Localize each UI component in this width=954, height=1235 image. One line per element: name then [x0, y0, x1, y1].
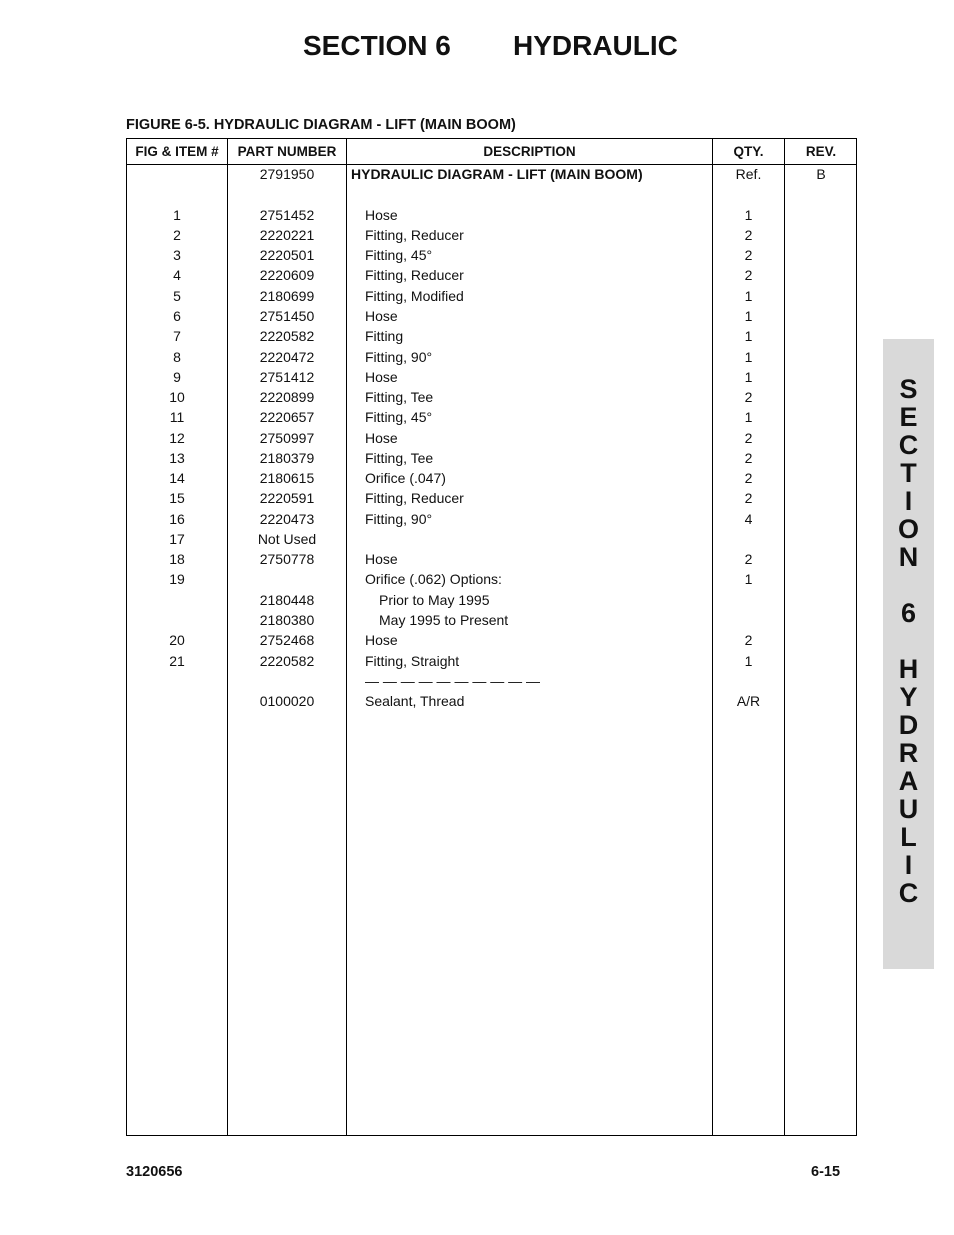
description: Fitting, Straight [365, 653, 460, 669]
item-number: 10 [169, 389, 185, 405]
quantity: 2 [744, 227, 753, 243]
description: Fitting, Reducer [365, 267, 464, 283]
part-number: 2180615 [259, 470, 315, 486]
table-row [127, 551, 858, 571]
quantity: 2 [744, 632, 753, 648]
side-tab-letter: I [904, 850, 913, 880]
description: Fitting, 45° [365, 409, 433, 425]
part-number: 2220657 [259, 409, 315, 425]
table-row [127, 612, 858, 632]
item-number: 3 [173, 247, 181, 263]
side-tab-letter: O [897, 514, 919, 544]
table-row [127, 653, 858, 673]
part-number: 2220609 [259, 267, 315, 283]
table-row [127, 632, 858, 652]
item-number: 6 [173, 308, 181, 324]
description: Sealant, Thread [365, 693, 465, 709]
table-row [127, 450, 858, 470]
item-number: 16 [169, 511, 185, 527]
item-number: 21 [169, 653, 185, 669]
part-number: 0100020 [259, 693, 315, 709]
table-row [127, 571, 858, 591]
description: Fitting, Modified [365, 288, 464, 304]
item-number: 1 [173, 207, 181, 223]
side-tab-letter: U [898, 794, 919, 824]
quantity: 2 [744, 389, 753, 405]
item-number: 8 [173, 349, 181, 365]
quantity: 1 [744, 409, 753, 425]
quantity: 1 [744, 349, 753, 365]
table-row [127, 693, 858, 713]
part-number: 2180380 [259, 612, 315, 628]
table-row [127, 430, 858, 450]
header-part-number: PART NUMBER [237, 144, 337, 159]
side-tab-letter: C [898, 430, 919, 460]
part-number: 2751450 [259, 308, 315, 324]
side-tab-letter: N [898, 542, 919, 572]
doc-number: 3120656 [126, 1164, 183, 1180]
side-tab-letters [883, 375, 934, 907]
description: Fitting [365, 328, 404, 344]
side-tab-letter: A [898, 766, 919, 796]
description: Fitting, Tee [365, 389, 434, 405]
header-divider [127, 164, 856, 165]
description: Fitting, Reducer [365, 227, 464, 243]
quantity: 1 [744, 207, 753, 223]
parts-table [126, 138, 857, 1136]
table-row [127, 207, 858, 227]
table-row [127, 288, 858, 308]
description: Hose [365, 308, 398, 324]
quantity: 2 [744, 490, 753, 506]
side-tab-letter: Y [899, 682, 918, 712]
item-number: 12 [169, 430, 185, 446]
part-number: 2750778 [259, 551, 315, 567]
quantity: 2 [744, 267, 753, 283]
part-number: 2220472 [259, 349, 315, 365]
part-number: 2750997 [259, 430, 315, 446]
part-number: 2180699 [259, 288, 315, 304]
description: Hose [365, 632, 398, 648]
item-number: 5 [173, 288, 181, 304]
quantity: 2 [744, 450, 753, 466]
table-row [127, 247, 858, 267]
side-tab-letter: L [900, 822, 917, 852]
part-number: 2220473 [259, 511, 315, 527]
header-description: DESCRIPTION [483, 144, 576, 159]
side-tab-letter: E [899, 402, 918, 432]
quantity: 2 [744, 470, 753, 486]
description: Fitting, 90° [365, 511, 433, 527]
description: Prior to May 1995 [379, 592, 490, 608]
table-row [127, 308, 858, 328]
quantity: 1 [744, 653, 753, 669]
description: Hose [365, 430, 398, 446]
description: Hose [365, 207, 398, 223]
quantity: A/R [736, 693, 761, 709]
item-number: 20 [169, 632, 185, 648]
item-number: 14 [169, 470, 185, 486]
table-row [127, 592, 858, 612]
description: HYDRAULIC DIAGRAM - LIFT (MAIN BOOM) [351, 166, 643, 182]
item-number: 2 [173, 227, 181, 243]
quantity: 2 [744, 247, 753, 263]
section-side-tab [883, 339, 934, 969]
part-number: Not Used [257, 531, 317, 547]
part-number: 2220582 [259, 653, 315, 669]
item-number: 19 [169, 571, 185, 587]
description: Fitting, 90° [365, 349, 433, 365]
header-item: FIG & ITEM # [135, 144, 219, 159]
quantity: 4 [744, 511, 753, 527]
part-number: 2751452 [259, 207, 315, 223]
side-tab-letter: I [904, 486, 913, 516]
section-number: SECTION 6 [303, 30, 451, 61]
table-row [127, 267, 858, 287]
part-number: 2220221 [259, 227, 315, 243]
part-number: 2180448 [259, 592, 315, 608]
table-row [127, 673, 858, 693]
description: Hose [365, 551, 398, 567]
table-row [127, 166, 858, 186]
part-number: 2752468 [259, 632, 315, 648]
table-row [127, 470, 858, 490]
item-number: 18 [169, 551, 185, 567]
item-number: 17 [169, 531, 185, 547]
table-row [127, 227, 858, 247]
figure-title: FIGURE 6-5. HYDRAULIC DIAGRAM - LIFT (MAIN BOOM) [126, 117, 516, 133]
header-rev: REV. [805, 144, 837, 159]
page-number: 6-15 [811, 1164, 841, 1180]
quantity: 2 [744, 430, 753, 446]
table-row [127, 349, 858, 369]
part-number: 2180379 [259, 450, 315, 466]
side-tab-letter: R [898, 738, 919, 768]
header-qty: QTY. [733, 144, 764, 159]
section-name: HYDRAULIC [513, 30, 678, 61]
item-number: 13 [169, 450, 185, 466]
description: Hose [365, 369, 398, 385]
description: May 1995 to Present [379, 612, 509, 628]
table-row [127, 369, 858, 389]
item-number: 4 [173, 267, 181, 283]
part-number: 2791950 [259, 166, 315, 182]
table-row [127, 490, 858, 510]
description: Fitting, Reducer [365, 490, 464, 506]
part-number: 2220899 [259, 389, 315, 405]
part-number: 2751412 [259, 369, 315, 385]
item-number: 9 [173, 369, 181, 385]
part-number: 2220591 [259, 490, 315, 506]
quantity: 1 [744, 308, 753, 324]
side-tab-letter: H [898, 654, 919, 684]
side-tab-letter: T [900, 458, 917, 488]
item-number: 11 [169, 409, 185, 425]
item-number: 15 [169, 490, 185, 506]
quantity: 1 [744, 369, 753, 385]
description: — — — — — — — — — — [365, 673, 541, 689]
table-row [127, 409, 858, 429]
description: Fitting, Tee [365, 450, 434, 466]
side-tab-letter: D [898, 710, 919, 740]
quantity: 1 [744, 328, 753, 344]
table-row [127, 531, 858, 551]
side-tab-letter [883, 627, 934, 655]
description: Fitting, 45° [365, 247, 433, 263]
side-tab-letter: C [898, 878, 919, 908]
part-number: 2220582 [259, 328, 315, 344]
side-tab-letter: S [899, 374, 918, 404]
quantity: 2 [744, 551, 753, 567]
table-row [127, 389, 858, 409]
revision: B [816, 166, 826, 182]
quantity: 1 [744, 288, 753, 304]
side-tab-letter [883, 571, 934, 599]
table-row [127, 511, 858, 531]
quantity: 1 [744, 571, 753, 587]
table-row [127, 328, 858, 348]
description: Orifice (.062) Options: [365, 571, 502, 587]
quantity: Ref. [735, 166, 762, 182]
item-number: 7 [173, 328, 181, 344]
description: Orifice (.047) [365, 470, 446, 486]
side-tab-letter: 6 [900, 598, 917, 628]
part-number: 2220501 [259, 247, 315, 263]
